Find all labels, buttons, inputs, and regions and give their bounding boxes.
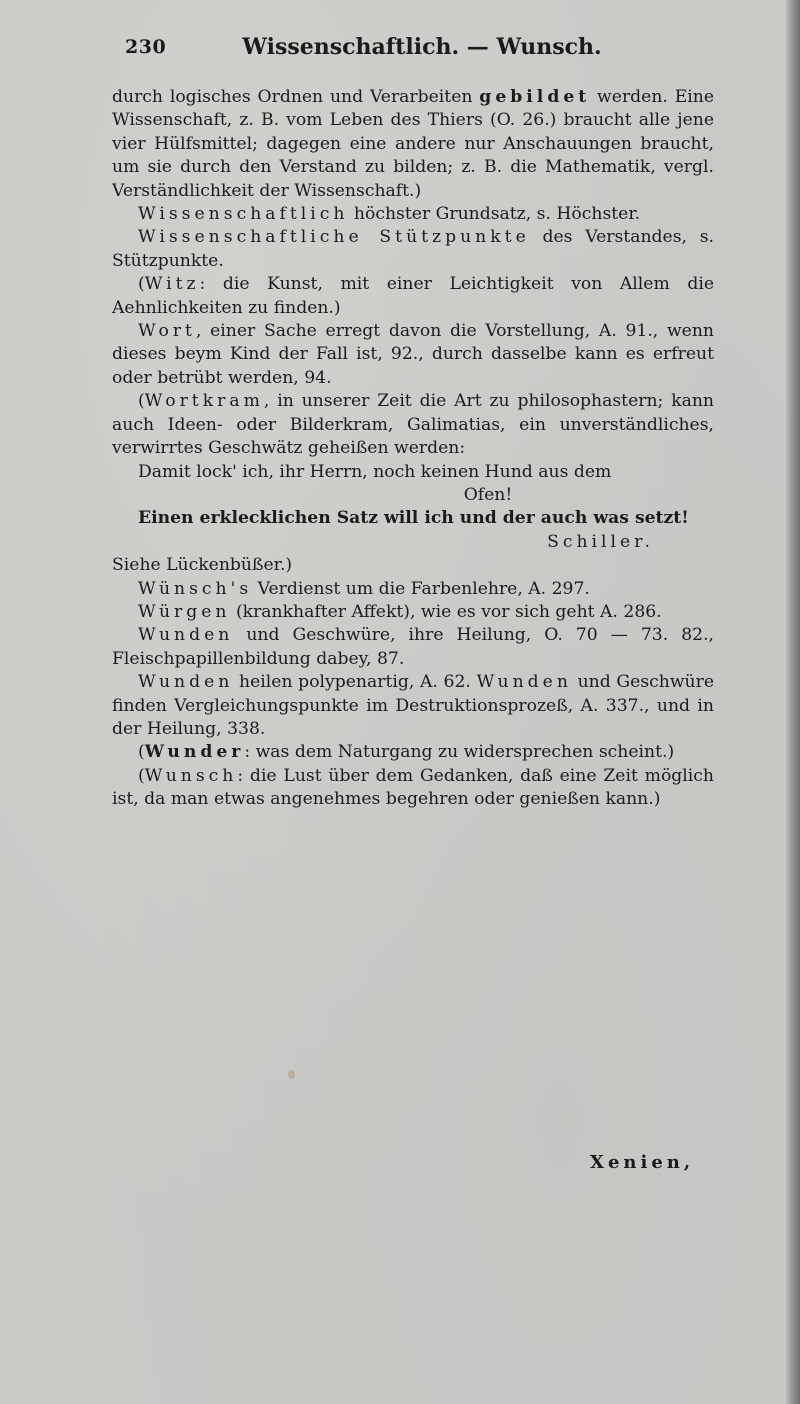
entry-text: und Geschwüre, ihre Heilung, O. 70 — 73. 82., Fleischpapillenbildung dabey, 87. — [112, 625, 714, 669]
entry-text: , in unserer Zeit die Art zu philosophastern; kann auch Ideen- oder Bilderkram, Galimatias, ein unverständliches, verwirrtes Geschwätz geheißen werden: — [112, 391, 714, 459]
page-header — [112, 32, 712, 66]
entry-wunder — [112, 741, 714, 764]
quote-line-1-continued: Ofen! — [463, 484, 513, 505]
entry-text: des Verstandes, s. Stützpunkte. — [112, 227, 715, 271]
entry-wunden-heilung — [112, 624, 714, 671]
entry-wuergen — [112, 601, 714, 624]
entry-wunsch — [112, 765, 714, 812]
entry-text: höchster Grundsatz, s. Höchster. — [348, 204, 641, 225]
entry-witz — [112, 273, 714, 320]
entry-headword: Wunden — [476, 672, 572, 693]
entry-headword: Wünsch's — [138, 578, 253, 599]
entry-headword: Wunsch — [144, 765, 238, 786]
entry-text: , einer Sache erregt davon die Vorstellung, A. 91., wenn dieses beym Kind der Fall ist, 92., durch dasselbe kann es erfreut oder betrübt werden, 94. — [112, 321, 714, 388]
entry-wunden-polypenartig — [112, 671, 714, 741]
entry-wort — [112, 320, 714, 390]
entry-text: : die Kunst, mit einer Leichtigkeit von Allem die Aehnlichkeiten zu finden.) — [112, 274, 714, 318]
entry-headword: Wunder — [144, 742, 245, 763]
page-edge-shadow — [786, 0, 800, 1404]
entry-text: und Geschwüre finden Vergleichungspunkte im Destruktionsprozeß, A. 337., und in der Heilung, 338. — [112, 672, 715, 739]
running-head: Wissenschaftlich. — Wunsch. — [242, 34, 602, 60]
entry-headword: Wortkram — [144, 391, 264, 412]
paren: ( — [138, 742, 145, 763]
quote-author: Schiller. — [547, 531, 654, 552]
quote-line-1: Damit lock' ich, ihr Herrn, noch keinen Hund aus dem — [138, 461, 612, 482]
entry-text: : was dem Naturgang zu widersprechen scheint.) — [244, 742, 675, 763]
entry-headword: Wunden — [138, 625, 234, 646]
paren: ( — [138, 274, 145, 295]
cross-reference: Siehe Lückenbüßer.) — [112, 555, 293, 576]
entry-wuensch — [112, 578, 714, 601]
entry-stuetzpunkte — [112, 226, 714, 273]
page-body — [112, 86, 714, 812]
page-number: 230 — [125, 36, 167, 58]
entry-headword: Witz — [144, 274, 200, 295]
paren: ( — [138, 391, 145, 412]
entry-headword: Würgen — [138, 601, 231, 622]
entry-headword: Wort — [138, 321, 196, 342]
text-run: durch logisches Ordnen und Verarbeiten — [112, 87, 480, 107]
entry-text: (krankhafter Affekt), wie es vor sich geht A. 286. — [230, 601, 662, 622]
entry-headword: Wissenschaftlich — [138, 204, 349, 225]
spaced-text: gebildet — [479, 87, 591, 107]
paren: ( — [138, 765, 145, 786]
entry-text: heilen polypenartig, A. 62. — [233, 672, 477, 693]
quote-line-2: Einen erklecklichen Satz will ich und der auch was setzt! — [138, 508, 689, 529]
entry-text: Verdienst um die Farbenlehre, A. 297. — [252, 578, 590, 599]
entry-headword: Wissenschaftliche Stützpunkte — [138, 227, 530, 248]
text-run: werden. Eine Wissenschaft, z. B. vom Leben des Thiers (O. 26.) braucht alle jene vier Hülfsmittel; dagegen eine andere nur Anschauungen braucht, um sie durch den Verstand zu bilden; z. B. die Mathematik, vergl. Verständlichkeit der Wissenschaft.) — [112, 87, 714, 201]
entry-wissenschaftlich-hoechster — [112, 203, 714, 226]
entry-headword: Wunden — [138, 672, 234, 693]
entry-wortkram — [112, 390, 714, 460]
catchword: Xenien, — [590, 1152, 695, 1173]
entry-text: : die Lust über dem Gedanken, daß eine Zeit möglich ist, da man etwas angenehmes begehren oder genießen kann.) — [112, 765, 714, 810]
paper-stain — [288, 1070, 295, 1079]
paragraph-continuation — [112, 86, 714, 203]
